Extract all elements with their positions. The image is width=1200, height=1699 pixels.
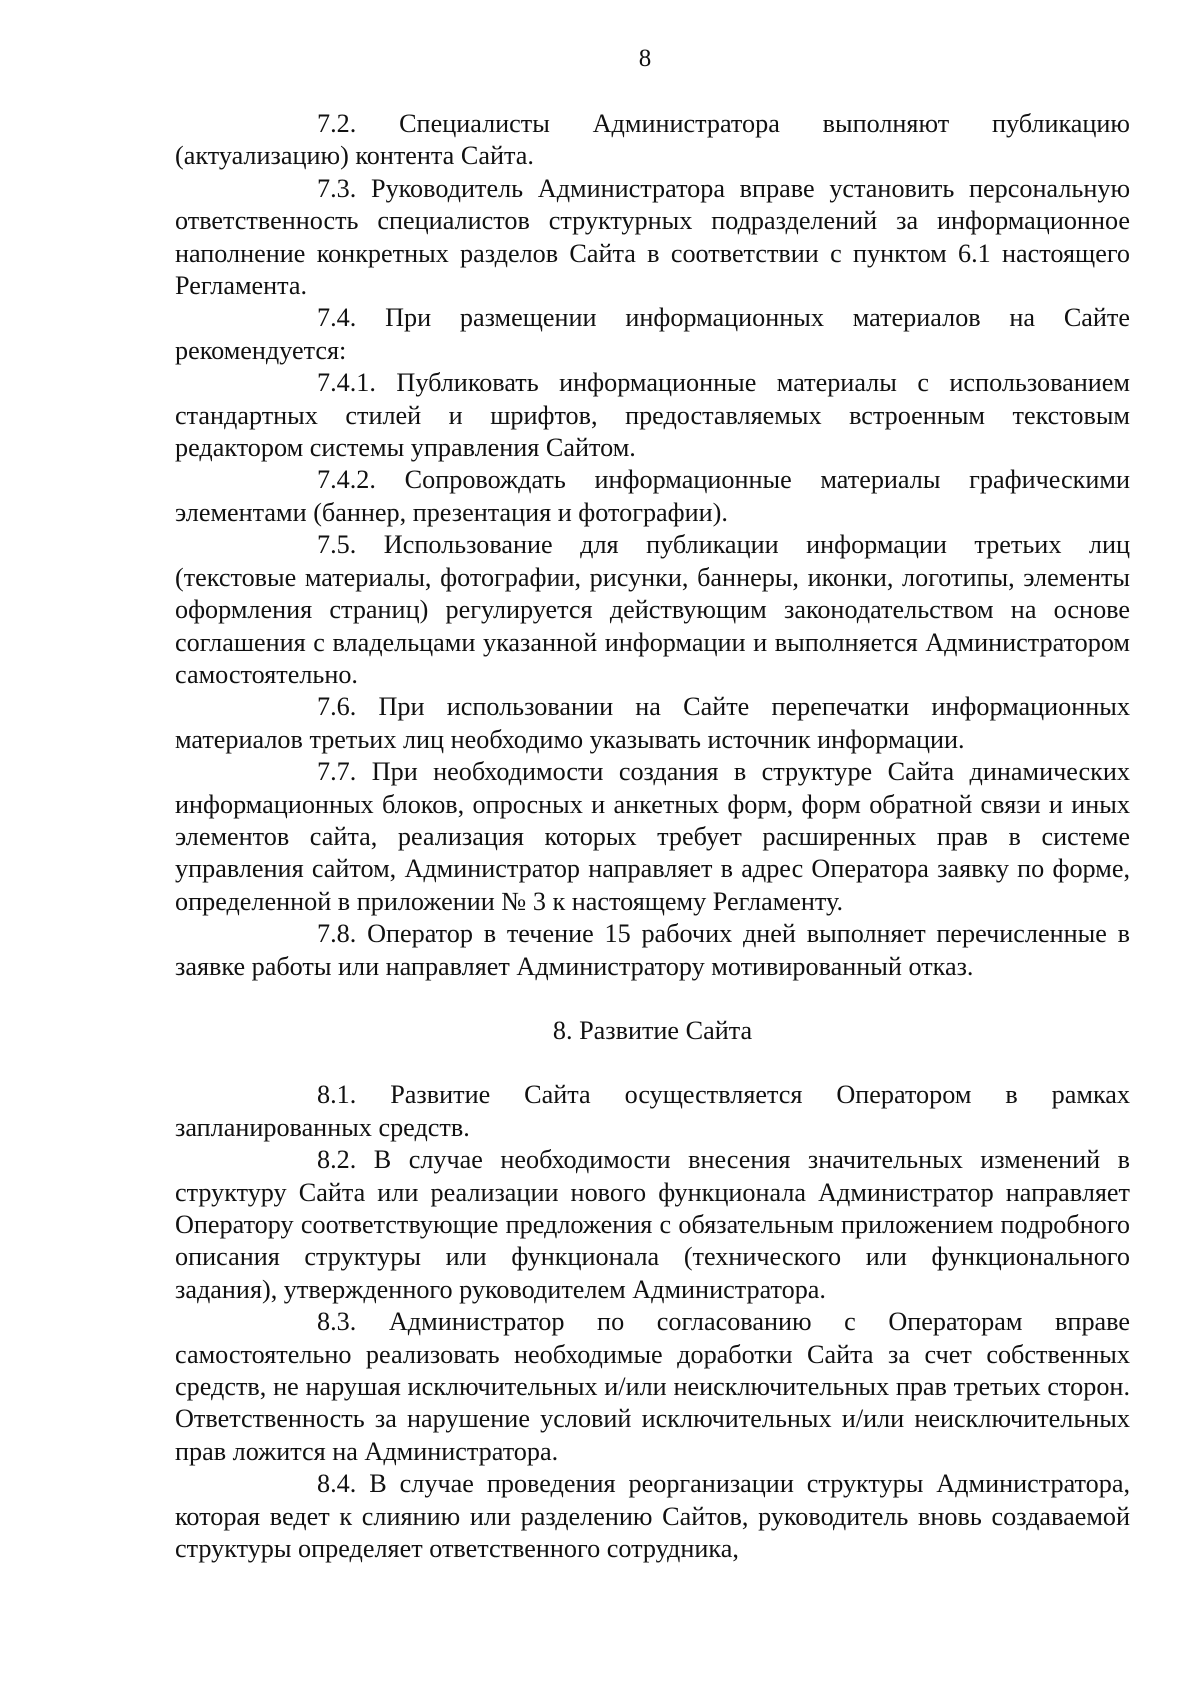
- paragraph-number: 7.6.: [317, 692, 357, 722]
- paragraph-text: Специалисты Администратора выполняют публикацию (актуализацию) контента Сайта.: [175, 109, 1130, 171]
- paragraph-7-4-2: [175, 464, 1130, 529]
- paragraph-7-3: [175, 173, 1130, 303]
- paragraph-8-4: [175, 1468, 1130, 1565]
- section-8: [175, 1079, 1130, 1565]
- section-8-heading: 8. Развитие Сайта: [552, 1015, 753, 1045]
- paragraph-7-7: [175, 756, 1130, 918]
- paragraph-text: В случае необходимости внесения значительных изменений в структуру Сайта или реализации нового функционала Администратор направляет Оператору соответствующие предложения с обязательным приложением подробного описания структуры или функционала (технического или функционального задания), утвержденного руководителем Администратора.: [175, 1145, 1130, 1304]
- paragraph-text: Развитие Сайта осуществляется Оператором в рамках запланированных средств.: [175, 1080, 1130, 1142]
- paragraph-7-5: [175, 529, 1130, 691]
- paragraph-text: При размещении информационных материалов на Сайте рекомендуется:: [175, 303, 1131, 365]
- spacer: [175, 983, 1130, 1015]
- spacer: [175, 1047, 1130, 1079]
- paragraph-text: В случае проведения реорганизации структуры Администратора, которая ведет к слиянию или разделению Сайтов, руководитель вновь создаваемой структуры определяет ответственного сотрудника,: [175, 1469, 1130, 1564]
- paragraph-7-2: [175, 108, 1130, 173]
- paragraph-text: Оператор в течение 15 рабочих дней выполняет перечисленные в заявке работы или направляет Администратору мотивированный отказ.: [175, 919, 1131, 981]
- paragraph-number: 7.4.: [317, 303, 357, 333]
- paragraph-number: 7.2.: [317, 109, 357, 138]
- paragraph-text: Публиковать информационные материалы с использованием стандартных стилей и шрифтов, предоставляемых встроенным текстовым редактором системы управления Сайтом.: [175, 368, 1130, 463]
- page-number: 8: [638, 45, 652, 72]
- paragraph-8-3: [175, 1306, 1130, 1468]
- paragraph-number: 7.4.2.: [317, 465, 376, 495]
- paragraph-7-4: [175, 302, 1130, 367]
- paragraph-7-8: [175, 918, 1130, 983]
- paragraph-text: При необходимости создания в структуре Сайта динамических информационных блоков, опросных и анкетных форм, форм обратной связи и иных элементов сайта, реализация которых требует расширенных прав в системе управления сайтом, Администратор направляет в адрес Оператора заявку по форме, определенной в приложении № 3 к настоящему Регламенту.: [175, 757, 1130, 916]
- paragraph-number: 7.8.: [317, 919, 357, 949]
- paragraph-7-4-1: [175, 367, 1130, 464]
- paragraph-number: 7.7.: [317, 757, 357, 787]
- paragraph-number: 8.2.: [317, 1145, 357, 1175]
- paragraph-text: Сопровождать информационные материалы графическими элементами (баннер, презентация и фотографии).: [175, 465, 1131, 527]
- paragraph-number: 8.1.: [317, 1080, 357, 1110]
- paragraph-number: 7.3.: [317, 173, 357, 203]
- paragraph-number: 7.4.1.: [317, 368, 376, 398]
- document-body: [175, 108, 1130, 1565]
- paragraph-text: При использовании на Сайте перепечатки информационных материалов третьих лиц необходимо указывать источник информации.: [175, 692, 1130, 754]
- paragraph-text: Использование для публикации информации третьих лиц (текстовые материалы, фотографии, рисунки, баннеры, иконки, логотипы, элементы оформления страниц) регулируется действующим законодательством на основе соглашения с владельцами указанной информации и выполняется Администратором самостоятельно.: [175, 530, 1130, 689]
- paragraph-number: 8.4.: [317, 1469, 357, 1499]
- paragraph-text: Руководитель Администратора вправе установить персональную ответственность специалистов структурных подразделений за информационное наполнение конкретных разделов Сайта в соответствии с пунктом 6.1 настоящего Регламента.: [175, 173, 1131, 301]
- paragraph-8-2: [175, 1144, 1130, 1306]
- paragraph-text: Администратор по согласованию с Операторам вправе самостоятельно реализовать необходимые доработки Сайта за счет собственных средств, не нарушая исключительных и/или неисключительных прав третьих сторон. Ответственность за нарушение условий исключительных и/или неисключительных прав ложится на Администратора.: [175, 1307, 1130, 1466]
- paragraph-7-6: [175, 691, 1130, 756]
- section-7: [175, 108, 1130, 983]
- paragraph-number: 7.5.: [317, 530, 357, 560]
- paragraph-8-1: [175, 1079, 1130, 1144]
- paragraph-number: 8.3.: [317, 1307, 357, 1337]
